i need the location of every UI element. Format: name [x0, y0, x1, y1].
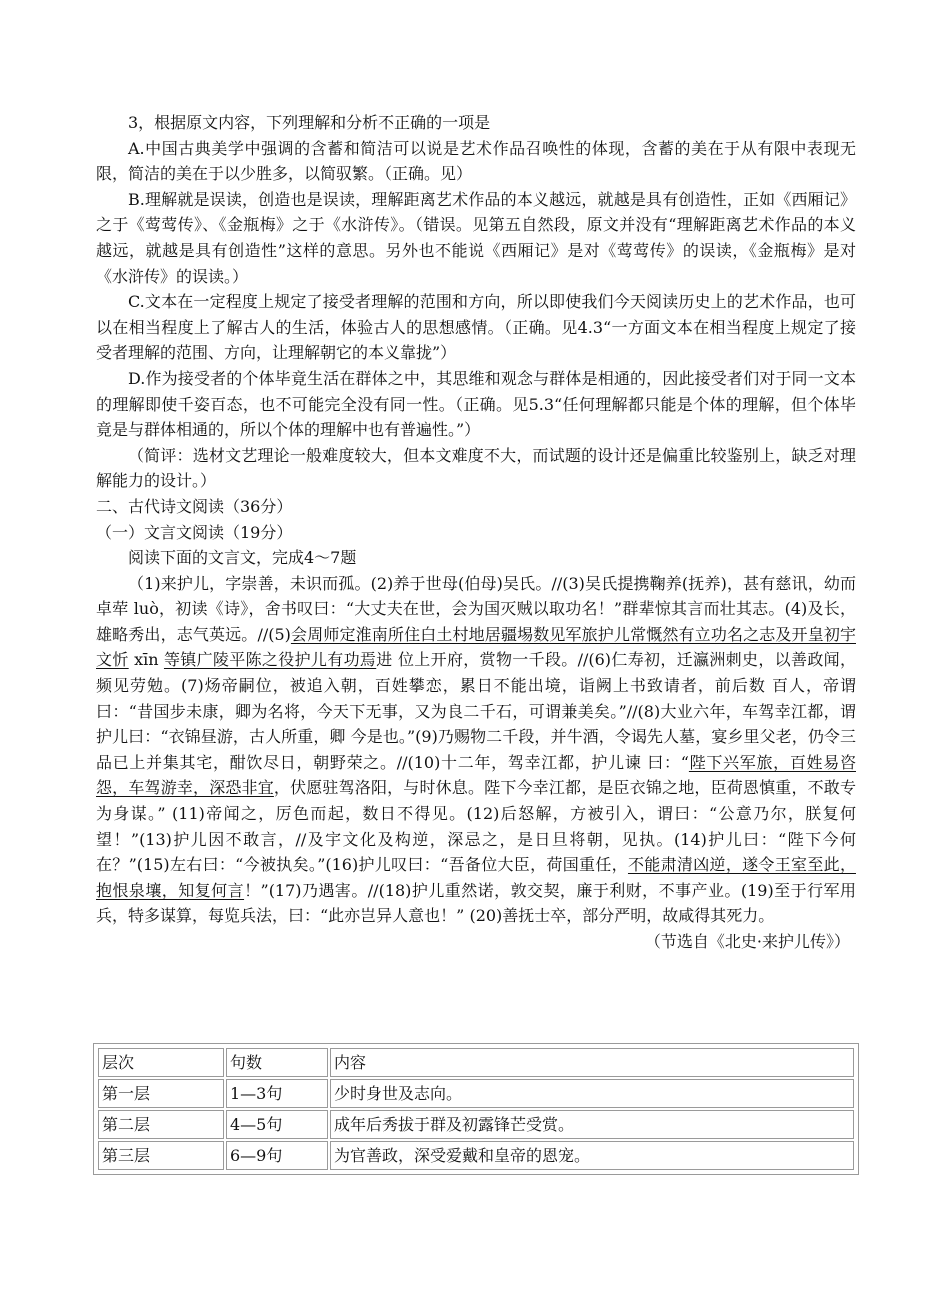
- option-b: B.理解就是误读，创造也是误读，理解距离艺术作品的本义越远，就越是具有创造性，正如《西厢记》之于《莺莺传》、《金瓶梅》之于《水浒传》。（错误。见第五自然段，原文并没有“理解距离艺术作品的本义越远，就越是具有创造性”这样的意思。另外也不能说《西厢记》是对《莺莺传》的误读，《金瓶梅》是对《水浒传》的误读。）: [96, 189, 856, 286]
- underlined-sentence-1: 会周师定淮南所住白土村地居疆埸数见军旅护儿常慨然有立功名之志及开皇初宇文忻: [96, 624, 856, 670]
- underlined-sentence-3: 不能肃清凶逆，遂令王室至此，抱恨泉壤，知复何言: [96, 855, 856, 900]
- option-d: D.作为接受者的个体毕竟生活在群体之中，其思维和观念与群体是相通的，因此接受者们对于同一文本的理解即使千姿百态，也不可能完全没有同一性。（正确。见5.3“任何理解都只能是个体的理解，但个体毕竟是与群体相通的，所以个体的理解中也有普遍性。”）: [96, 368, 856, 440]
- table-header-row: [98, 1048, 854, 1077]
- underlined-sentence-1b: 等镇广陵平陈之役护儿有功焉: [163, 650, 377, 670]
- table-cell: 第一层: [98, 1079, 224, 1108]
- structure-table: [93, 1043, 859, 1175]
- table-cell: 第二层: [98, 1110, 224, 1139]
- table-cell: 4—5句: [226, 1110, 328, 1139]
- passage-text-2: 进 位上开府，赏物一千段。//(6)仁寿初，迁瀛洲刺史，以善政闻，频见劳勉。(7)炀帝嗣位，被追入朝，百姓攀恋，累日不能出境，诣阙上书致请者，前后数 百人，帝谓曰：“昔国步未康，卿为名将，今天下无事，又为良二千石，可谓兼美矣。”//(8)大业六年，车驾幸江都，谓护儿曰：“衣锦昼游，古人所重，卿 今是也。”(9)乃赐物二千段，并牛酒，令谒先人墓，宴乡里父老，仍令三品已上并集其宅，酣饮尽日，朝野荣之。//(10)十二年，驾幸江都，护儿谏 曰：“: [96, 650, 856, 772]
- passage-text-3: ，伏愿驻驾洛阳，与时休息。陛下今幸江都，是臣衣锦之地，臣荷恩慎重，不敢专为身谋。” (11)帝闻之，厉色而起，数日不得见。(12)后怒解，方被引入，谓曰：“公意乃尔，朕复何望！”(13)护儿因不敢言，//及宇文化及构逆，深忌之，是日旦将朝，见执。(14)护儿曰：“陛下今何在？”(15)左右曰：“今被执矣。”(16)护儿叹曰：“吾备位大臣，荷国重任，: [96, 778, 856, 875]
- table-cell: 成年后秀拔于群及初露锋芒受赏。: [330, 1110, 854, 1139]
- table-cell: 6—9句: [226, 1141, 328, 1170]
- table-cell: 第三层: [98, 1141, 224, 1170]
- comment: （简评：选材文艺理论一般难度较大，但本文难度不大，而试题的设计还是偏重比较鉴别上，缺乏对理解能力的设计。）: [96, 445, 856, 491]
- subsection-heading: （一）文言文阅读（19分）: [96, 522, 293, 542]
- table-row: [98, 1079, 854, 1108]
- classical-passage: [96, 571, 856, 929]
- passage-source: （节选自《北史·来护儿传》）: [644, 932, 850, 951]
- section-heading: 二、古代诗文阅读（36分）: [96, 496, 293, 516]
- passage-text-1: （1)来护儿，字崇善，未识而孤。(2)养于世母(伯母)吴氏。//(3)吴氏提携鞠养(抚养)，甚有慈讯，幼而卓荦 luò，初读《诗》，舍书叹曰：“大丈夫在世，会为国灭贼以取功名！”群辈惊其言而壮其志。(4)及长，雄略秀出，志气英远。//(5): [96, 573, 856, 644]
- table-cell: 为官善政，深受爱戴和皇帝的恩宠。: [330, 1141, 854, 1170]
- table-row: [98, 1110, 854, 1139]
- question-3-stem: 3，根据原文内容，下列理解和分析不正确的一项是: [128, 113, 491, 132]
- passage-text-4: ！”(17)乃遇害。//(18)护儿重然诺，敦交契，廉于利财，不事产业。(19)至于行军用兵，特多谋算，每览兵法，曰：“此亦岂异人意也！” (20)善抚士卒，部分严明，故咸得其死力。: [96, 880, 856, 926]
- header-cell: 内容: [330, 1048, 854, 1077]
- underlined-sentence-2: 陛下兴军旅，百姓易咨怨，车驾游幸，深恐非宜: [96, 752, 856, 798]
- document-body: [96, 110, 856, 955]
- table-row: [98, 1141, 854, 1170]
- table-cell: 1—3句: [226, 1079, 328, 1108]
- option-c: C.文本在一定程度上规定了接受者理解的范围和方向，所以即使我们今天阅读历史上的艺术作品，也可以在相当程度上了解古人的生活，体验古人的思想感情。（正确。见4.3“一方面文本在相当程度上规定了接受者理解的范围、方向，让理解朝它的本义靠拢”）: [96, 292, 856, 363]
- header-cell: 句数: [226, 1048, 328, 1077]
- option-a: A.中国古典美学中强调的含蓄和简洁可以说是艺术作品召唤性的体现，含蓄的美在于从有限中表现无限，简洁的美在于以少胜多，以简驭繁。（正确。见）: [96, 138, 856, 184]
- pinyin-note: xīn: [128, 650, 164, 670]
- reading-instruction: 阅读下面的文言文，完成4～7题: [128, 548, 357, 568]
- table-cell: 少时身世及志向。: [330, 1079, 854, 1108]
- header-cell: 层次: [98, 1048, 224, 1077]
